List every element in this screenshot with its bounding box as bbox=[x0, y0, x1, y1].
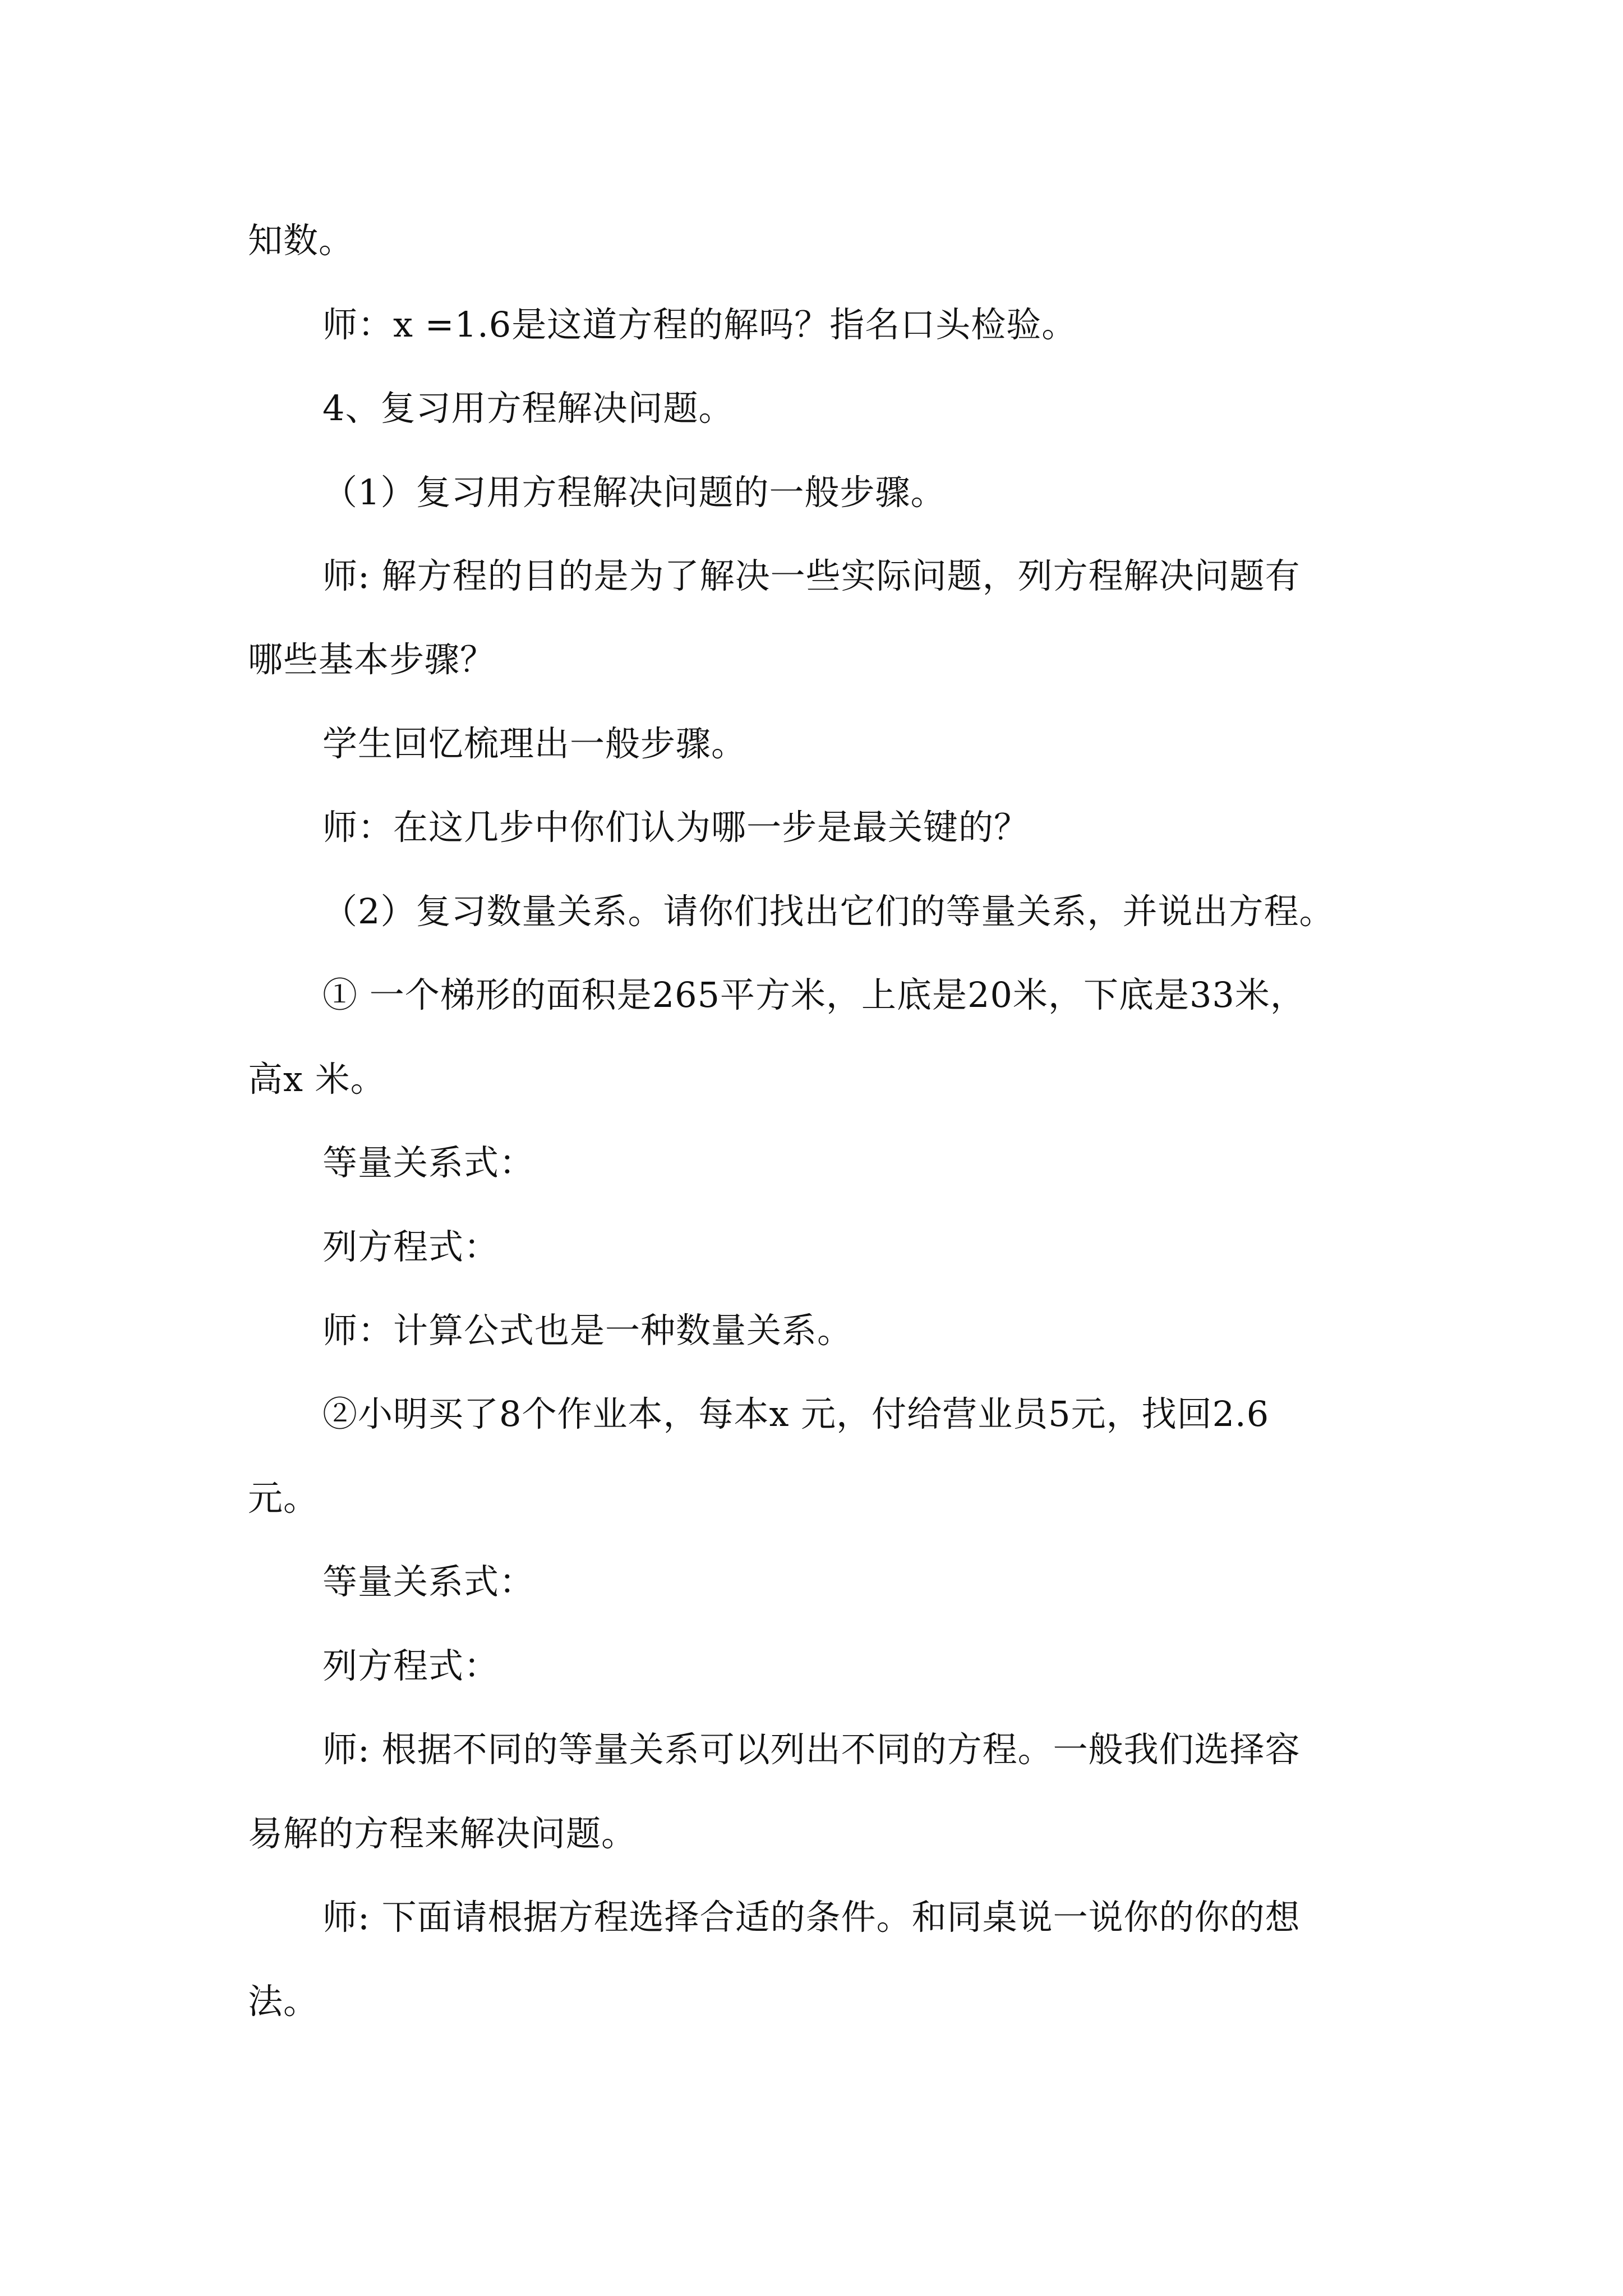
paragraph-line: 师: 根据不同的等量关系可以列出不同的方程。一般我们选择容 bbox=[322, 1729, 1301, 1770]
paragraph-line: 高x 米。 bbox=[248, 1059, 386, 1099]
paragraph-line: 师：x =1.6是这道方程的解吗？指名口头检验。 bbox=[322, 304, 1077, 345]
paragraph-line: 师: 下面请根据方程选择合适的条件。和同桌说一说你的你的想 bbox=[322, 1897, 1301, 1938]
paragraph-line: 列方程式： bbox=[322, 1226, 500, 1267]
paragraph-line: 等量关系式： bbox=[322, 1561, 535, 1602]
paragraph-line: 易解的方程来解决问题。 bbox=[248, 1813, 637, 1854]
paragraph-line: 学生回忆梳理出一般步骤。 bbox=[322, 723, 747, 764]
paragraph-line: 知数。 bbox=[248, 220, 354, 261]
subsection-heading: （1）复习用方程解决问题的一般步骤。 bbox=[322, 472, 946, 513]
paragraph-line: 列方程式： bbox=[322, 1645, 500, 1686]
paragraph-line: 元。 bbox=[248, 1478, 319, 1519]
paragraph-line: ① 一个梯形的面积是265平方米，上底是20米，下底是33米， bbox=[322, 974, 1306, 1015]
paragraph-line: 等量关系式： bbox=[322, 1142, 535, 1183]
paragraph-line: 师：计算公式也是一种数量关系。 bbox=[322, 1310, 853, 1351]
paragraph-line: ②小明买了8个作业本，每本x 元，付给营业员5元，找回2.6 bbox=[322, 1393, 1270, 1434]
section-heading: 4、复习用方程解决问题。 bbox=[322, 388, 734, 429]
paragraph-line: 师: 解方程的目的是为了解决一些实际问题，列方程解决问题有 bbox=[322, 555, 1301, 596]
paragraph-line: 哪些基本步骤？ bbox=[248, 639, 496, 680]
subsection-heading: （2）复习数量关系。请你们找出它们的等量关系，并说出方程。 bbox=[322, 891, 1335, 932]
paragraph-line: 师：在这几步中你们认为哪一步是最关键的？ bbox=[322, 807, 1030, 848]
paragraph-line: 法。 bbox=[248, 1981, 319, 2022]
